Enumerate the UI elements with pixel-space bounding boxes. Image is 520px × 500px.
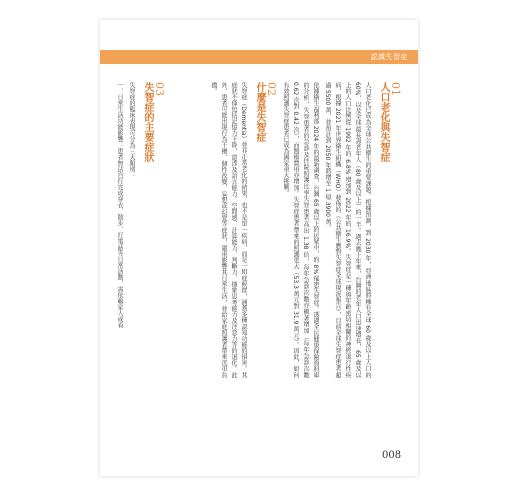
- paragraph: 人口老化已成為全球公共衛生的重要課題。根據預測，到 2030 年，亞洲地區將擁有全球 60 歲及以上人口的 60%，以及全球最長壽老年人（80 歲及以上）的一半。過去幾十年來，台灣的老年人口迅速增長，65 歲及以上的人口比例從 1992 年的 6.8% 增加到 2022 年的 16.9%。失智症是一種與年齡密切相關的神經退行性疾病，根據 2021 年世界衛生組織（WHO）發佈的《公共衛生應對失智症全球現況報告》，目前全球失智症患者超過 5500 萬，並預計到 2050 年將增至 1 億 3900 萬。: [324, 82, 371, 378]
- section-03: [112, 82, 164, 378]
- paragraph: 失智症（Dementia）並非正常老化的結果，也不是單一疾病，而是一組症候群，涵蓋多種認知功能的損害。其症狀不僅包括記憶力下降，還涉及語言能力、空間感、計算能力、判斷力、抽象思考能力及注意力等的退化。此外，患者可能出現行為干擾、個性改變、妄想或幻覺等症狀，嚴重影響其日常生活，並給家庭照護者帶來沉重負擔。: [210, 82, 247, 378]
- section-title: 人口老化與失智症: [378, 82, 389, 162]
- section-title: 什麼是失智症: [254, 82, 265, 142]
- page-number: 008: [382, 450, 402, 461]
- paragraph: 失智症的臨床表現可分為三大類別：: [128, 82, 135, 178]
- header-bar: [100, 50, 418, 64]
- section-number: 01: [389, 82, 402, 96]
- section-number: 02: [265, 82, 278, 96]
- header-title: 認識失智症: [370, 53, 408, 61]
- section-title: 失智症的主要症狀: [142, 82, 153, 162]
- list-item: 一、日常生活功能影響：患者無法自行完成穿衣、散步、打電話等日常活動，需依賴家人或看: [116, 82, 123, 328]
- book-page: [100, 20, 418, 476]
- section-01: [278, 82, 400, 378]
- section-number: 03: [153, 82, 166, 96]
- paragraph: 依據衛生福利部 2024 年的最新調查，台灣 65 歲以上的民眾中，約 8% 罹患失智症。透過全民健康保險資料庫的分析，失智患者的急診及住院照護比率失智患者高出 1.38 倍，每年急診次數亦顯著增加（每年急診次數 0.62 次對 0.42 次），而醫療費用亦增加。失智症患者帶來的照護更大（53.3 萬元對 31.9 萬元）。因此，如何有效照護失智症患者已成為國家重大挑戰。: [282, 82, 319, 378]
- section-02: [206, 82, 276, 378]
